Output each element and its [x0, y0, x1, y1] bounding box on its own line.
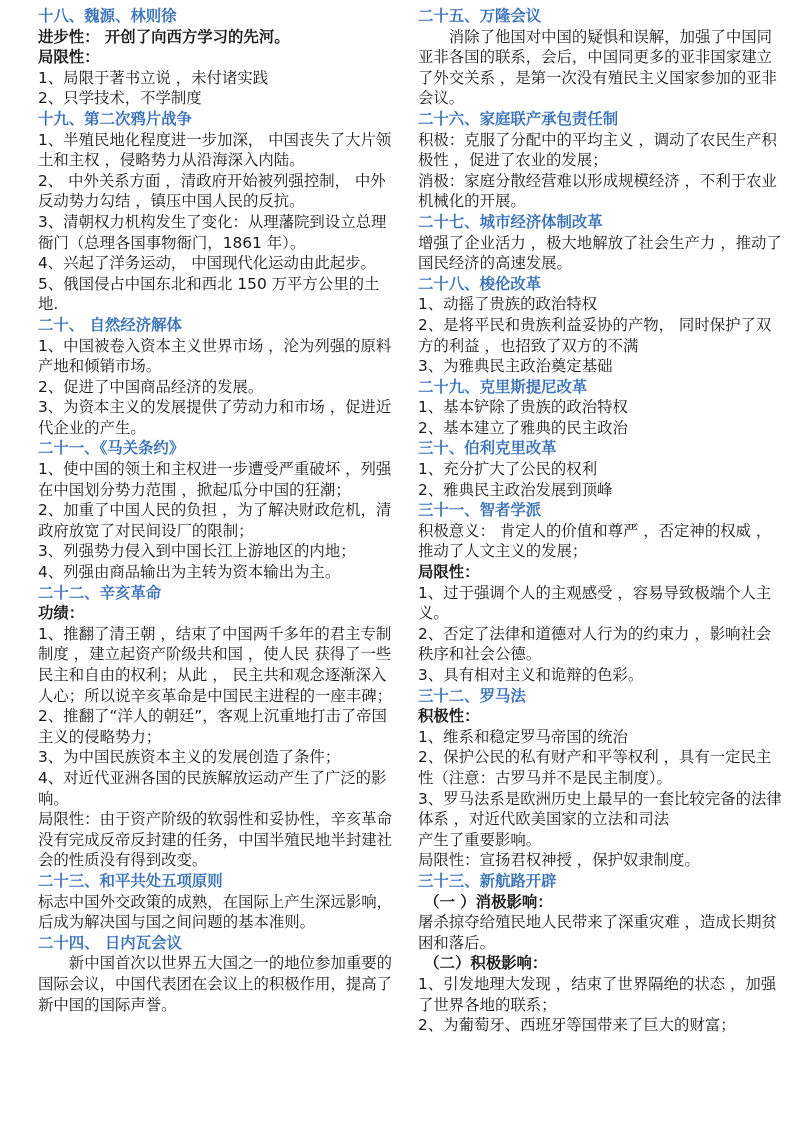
section-text-line: 2、加重了中国人民的负担 ，为了解决财政危机，清政府放宽了对民间设厂的限制； [38, 501, 392, 540]
section-text-line: 2、为葡萄牙、西班牙等国带来了巨大的财富； [418, 1016, 736, 1035]
right-column [418, 6, 786, 1036]
section-text-line: 1、动摇了贵族的政治特权 [418, 295, 598, 314]
section-text-line: 2、保护公民的私有财产和平等权利 ，具有一定民主性（注意：古罗马并不是民主制度）。 [418, 748, 772, 787]
two-column-layout [38, 6, 786, 1036]
section-title: 二十四、 日内瓦会议 [38, 933, 182, 952]
section-text-line: 消除了他国对中国的疑惧和误解，加强了中国同亚非各国的联系，会后，中国同更多的亚非国家建立了外交关系 ，是第一次没有殖民主义国家参加的亚非会议。 [418, 27, 777, 108]
section-text-line: 新中国首次以世界五大国之一的地位参加重要的国际会议，中国代表团在会议上的积极作用，提高了新中国的国际声誉。 [38, 954, 393, 1014]
section-text-line: 屠杀掠夺给殖民地人民带来了深重灾难 ，造成长期贫困和落后。 [418, 913, 777, 952]
section-text-line: （二）积极影响： [424, 954, 548, 973]
section-text-line: 1、基本铲除了贵族的政治特权 [418, 398, 628, 417]
section-text-line: 局限性： [418, 563, 480, 582]
section-text-line: 局限性：宣扬君权神授 ，保护奴隶制度。 [418, 851, 700, 870]
section-title: 二十六、家庭联产承包责任制 [418, 109, 619, 128]
section-title: 三十一、智者学派 [418, 501, 542, 520]
section-text-line: 产生了重要影响。 [418, 830, 542, 849]
section-title: 三十三、新航路开辟 [418, 871, 557, 890]
section-title: 二十三、和平共处五项原则 [38, 871, 223, 890]
section-title: 二十五、万隆会议 [418, 7, 542, 25]
section-title: 二十二、辛亥革命 [38, 583, 162, 602]
section-text-line: 3、罗马法系是欧洲历史上最早的一套比较完备的法律体系 ，对近代欧美国家的立法和司法 [418, 789, 782, 829]
section-text-line: 局限性： [38, 48, 100, 67]
section-text-line: 2、推翻了“洋人的朝廷”，客观上沉重地打击了帝国主义的侵略势力； [38, 707, 387, 746]
section-text-line: 3、为中国民族资本主义的发展创造了条件； [38, 748, 341, 767]
section-title: 二十一、《马关条约》 [38, 439, 185, 458]
section-text-line: 3、具有相对主义和诡辩的色彩。 [418, 666, 644, 684]
section-text-line: 4、兴起了洋务运动， 中国现代化运动由此起步。 [38, 254, 376, 273]
section-text-line: 1、中国被卷入资本主义世界市场 ，沦为列强的原料产地和倾销市场。 [38, 336, 392, 376]
section-text-line: 1、局限于著书立说 ，未付诸实践 [38, 68, 269, 87]
section-text-line: 消极：家庭分散经营难以形成规模经济 ，不利于农业机械化的开展。 [418, 171, 777, 211]
section-text-line: 2、基本建立了雅典的民主政治 [418, 418, 628, 437]
section-text-line: 3、列强势力侵入到中国长江上游地区的内地； [38, 542, 356, 561]
section-text-line: 1、引发地理大发现 ，结束了世界隔绝的状态 ，加强了世界各地的联系； [418, 974, 777, 1014]
section-text-line: 1、维系和稳定罗马帝国的统治 [418, 727, 628, 746]
left-column [38, 6, 398, 1036]
section-text-line: 功绩： [38, 604, 85, 623]
section-text-line: 1、半殖民地化程度进一步加深， 中国丧失了大片领土和主权 ，侵略势力从沿海深入内陆。 [38, 130, 392, 170]
section-text-line: 3、为资本主义的发展提供了劳动力和市场 ，促进近代企业的产生。 [38, 398, 392, 437]
section-text-line: 1、使中国的领土和主权进一步遭受严重破坏 ，列强在中国划分势力范围 ，掀起瓜分中国的狂潮； [38, 460, 392, 499]
section-title: 二十九、克里斯提尼改革 [418, 377, 588, 396]
section-text-line: 标志中国外交政策的成熟，在国际上产生深远影响，后成为解决国与国之间问题的基本准则。 [38, 892, 392, 932]
section-title: 二十七、城市经济体制改革 [418, 212, 603, 231]
section-text-line: 积极：克服了分配中的平均主义 ，调动了农民生产积极性 ，促进了农业的发展； [418, 130, 777, 170]
section-text-line: 2、 中外关系方面 ，清政府开始被列强控制， 中外反动势力勾结 ，镇压中国人民的反抗。 [38, 171, 386, 211]
section-title: 二十八、梭伦改革 [418, 274, 542, 293]
section-title: 二十、 自然经济解体 [38, 315, 182, 334]
section-title: 三十二、罗马法 [418, 686, 526, 705]
section-text-line: 2、雅典民主政治发展到顶峰 [418, 480, 613, 499]
section-text-line: 1、过于强调个人的主观感受 ，容易导致极端个人主义。 [418, 583, 772, 623]
section-text-line: 积极性： [418, 707, 480, 726]
section-text-line: 3、清朝权力机构发生了变化：从理藩院到设立总理衙门（总理各国事物衙门，1861 年）。 [38, 212, 387, 252]
section-text-line: 2、否定了法律和道德对人行为的约束力 ，影响社会秩序和社会公德。 [418, 624, 772, 664]
section-text-line: 1、推翻了清王朝 ，结束了中国两千多年的君主专制制度 ，建立起资产阶级共和国 ，使人民 获得了一些民主和自由的权利；从此 ， 民主共和观念逐渐深入人心；所以说辛亥革命是中国民主进程的一座丰碑； [38, 624, 392, 705]
section-text-line: 积极意义： 肯定人的价值和尊严 ，否定神的权威 ，推动了人文主义的发展； [418, 521, 772, 561]
section-text-line: 1、充分扩大了公民的权利 [418, 460, 598, 479]
section-text-line: 5、俄国侵占中国东北和西北 150 万平方公里的土地. [38, 274, 380, 314]
section-title: 三十、伯利克里改革 [418, 439, 557, 458]
section-title: 十八、魏源、林则徐 [38, 7, 177, 25]
section-title: 十九、第二次鸦片战争 [38, 109, 192, 128]
section-text-line: 局限性：由于资产阶级的软弱性和妥协性，辛亥革命没有完成反帝反封建的任务，中国半殖民地半封建社会的性质没有得到改变。 [38, 810, 392, 870]
section-text-line: （一 ）消极影响： [424, 892, 553, 911]
section-text-line: 进步性： 开创了向西方学习的先河。 [38, 27, 290, 46]
section-text-line: 4、对近代亚洲各国的民族解放运动产生了广泛的影响。 [38, 768, 387, 808]
section-text-line: 2、促进了中国商品经济的发展。 [38, 377, 264, 396]
section-text-line: 3、为雅典民主政治奠定基础 [418, 357, 613, 376]
section-text-line: 2、是将平民和贵族利益妥协的产物， 同时保护了双方的利益 ，也招致了双方的不满 [418, 315, 772, 355]
section-text-line: 2、只学技术，不学制度 [38, 89, 202, 108]
section-text-line: 增强了企业活力 ，极大地解放了社会生产力 ，推动了国民经济的高速发展。 [418, 233, 782, 273]
section-text-line: 4、列强由商品输出为主转为资本输出为主。 [38, 563, 341, 582]
